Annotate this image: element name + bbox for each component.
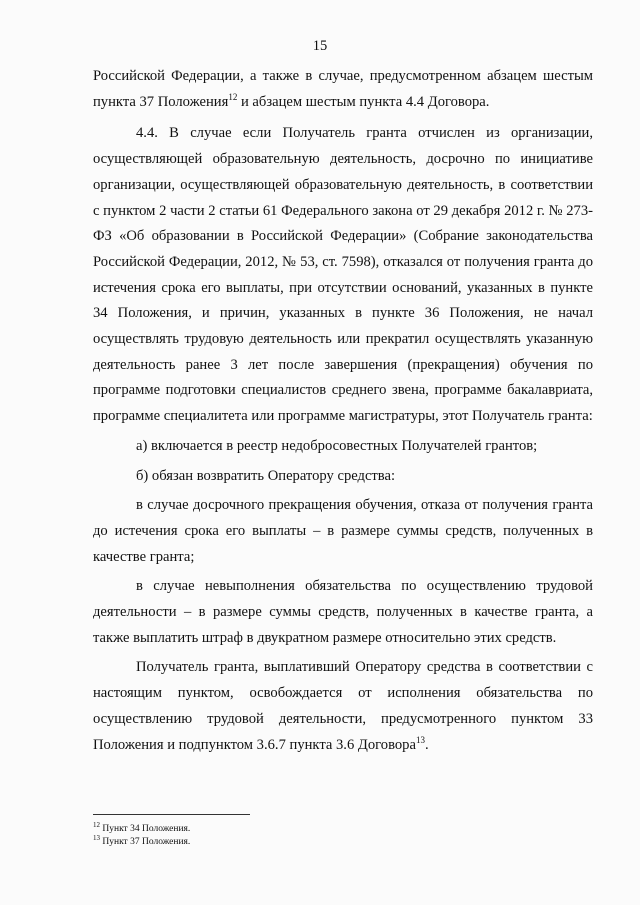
footnote-reference: 13 [415,734,425,745]
footnote-item [93,820,191,836]
footnote-number: 12 [93,820,100,829]
paragraph-text-tail: и абзацем шестым пункта 4.4 Договора. [237,93,490,110]
footnote-item [93,833,191,849]
footnote-number: 13 [93,833,100,842]
paragraph-item-a: а) включается в реестр недобросовестных Получателей грантов; [136,437,538,454]
paragraph-non-fulfillment: в случае невыполнения обязательства по осуществлению трудовой деятельности – в размере суммы средств, полученных в качестве гранта, а также выплатить штраф в двукратном размере относительно этих средств. [93,578,593,646]
footnotes [93,820,191,848]
footnote-separator [93,814,250,815]
page-number: 15 [312,38,328,54]
footnote-text: Пункт 34 Положения. [100,824,191,834]
footnote-reference: 12 [228,91,238,102]
paragraph-text-tail: . [424,736,429,753]
paragraph-item-b: б) обязан возвратить Оператору средства: [136,467,396,484]
paragraph-early-termination: в случае досрочного прекращения обучения, отказа от получения гранта до истечения срока его выплаты – в размере суммы средств, полученных в качестве гранта; [93,497,593,565]
paragraph-text: Российской Федерации, а также в случае, предусмотренном абзацем шестым пункта 37 Положения [93,68,593,110]
paragraph-section-4-4: 4.4. В случае если Получатель гранта отчислен из организации, осуществляющей образовательную деятельность, досрочно по инициативе организации, осуществляющей образовательную деятельность, в соответствии с пунктом 2 части 2 статьи 61 Федерального закона от 29 декабря 2012 г. № 273-ФЗ «Об образовании в Российской Федерации» (Собрание законодательства Российской Федерации, 2012, № 53, ст. 7598), отказался от получения гранта до истечения срока его выплаты, при отсутствии оснований, указанных в пункте 34 Положения, и причин, указанных в пункте 36 Положения, не начал осуществлять трудовую деятельность или прекратил осуществлять указанную деятельность ранее 3 лет после завершения (прекращения) обучения по программе подготовки специалистов среднего звена, программе бакалавриата, программе специалитета или программе магистратуры, этот Получатель гранта: [93,125,593,425]
paragraph-release [93,655,593,758]
footnote-text: Пункт 37 Положения. [100,836,191,847]
document-body [93,64,593,758]
paragraph-continuation [93,64,593,115]
paragraph-text: Получатель гранта, выплативший Оператору средства в соответствии с настоящим пунктом, освобождается от исполнения обязательства по осуществлению трудовой деятельности, предусмотренного пунктом 33 Положения и подпунктом 3.6.7 пункта 3.6 Договора [93,659,593,753]
